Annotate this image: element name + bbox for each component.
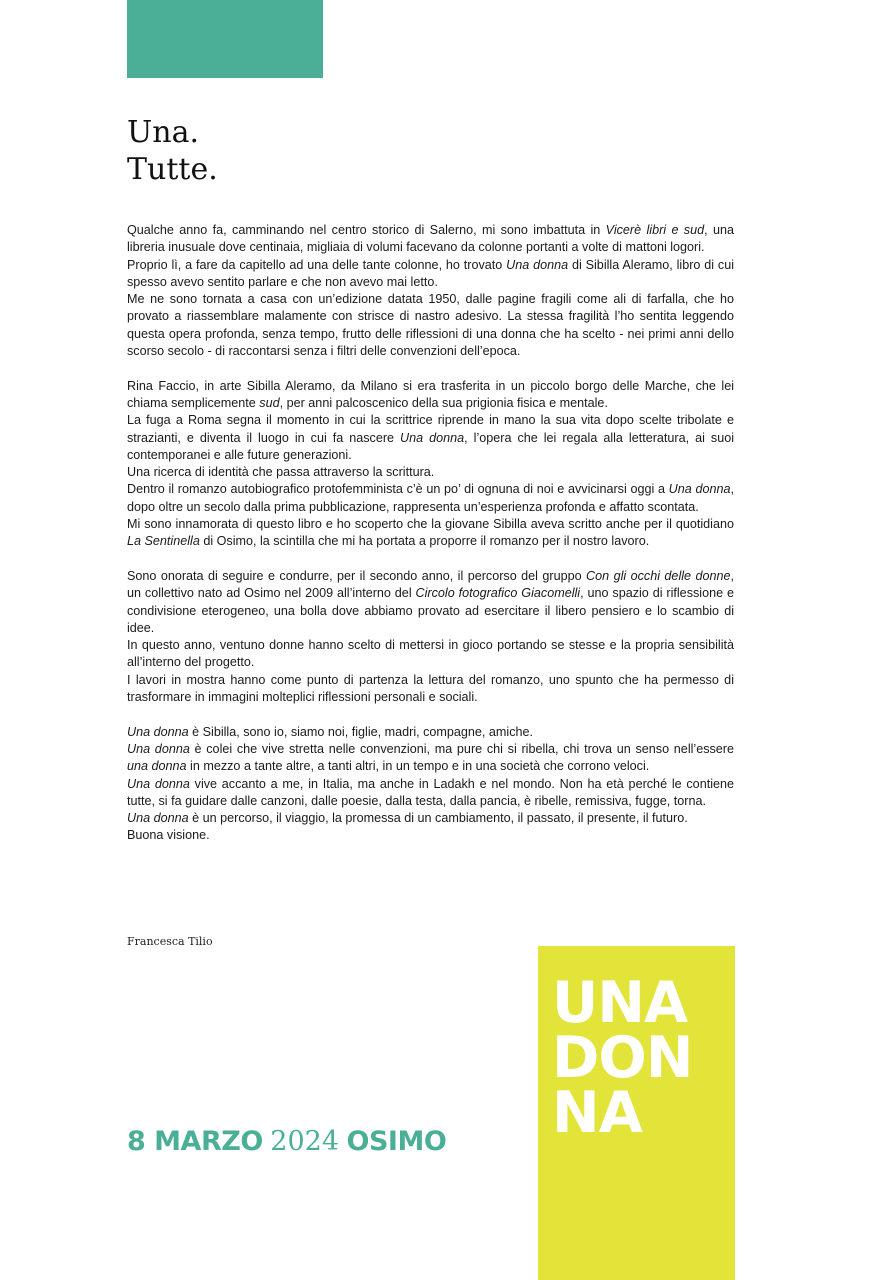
body-paragraph bbox=[127, 568, 734, 706]
italic-title: Circolo fotografico Giacomelli bbox=[415, 586, 581, 601]
top-color-block bbox=[127, 0, 323, 78]
italic-title: La Sentinella bbox=[127, 534, 200, 549]
body-line: Me ne sono tornata a casa con un’edizione datata 1950, dalle pagine fragili come ali di farfalla, che ho provato a riassemblare malamente con strisce di nastro adesivo. La stessa fragilità l’ho sentita leggendo questa opera profonda, senza tempo, frutto delle riflessioni di una donna che ha scelto - nei primi anni dello scorso secolo - di raccontarsi senza i filtri delle convenzioni dell’epoca. bbox=[127, 292, 734, 359]
body-line: Rina Faccio, in arte Sibilla Aleramo, da Milano si era trasferita in un piccolo borgo delle Marche, che lei chiama semplicemente sud, per anni palcoscenico della sua prigionia fisica e mentale. bbox=[127, 378, 734, 410]
italic-title: Con gli occhi delle donne bbox=[586, 568, 731, 583]
body-line: I lavori in mostra hanno come punto di partenza la lettura del romanzo, uno spunto che ha permesso di trasformare in immagini molteplici riflessioni personali e sociali. bbox=[127, 672, 734, 705]
poster-line-3: NA bbox=[552, 1080, 642, 1146]
poster-line-1: UNA bbox=[552, 970, 688, 1036]
poster-title bbox=[552, 970, 727, 1146]
page-title bbox=[127, 114, 218, 188]
body-line: La fuga a Roma segna il momento in cui la scrittrice riprende in mano la sua vita dopo scelte tribolate e strazianti, e diventa il luogo in cui fa nascere Una donna, l’opera che lei regala alla letteratura, ai suoi contemporanei e alle future generazioni. bbox=[127, 413, 734, 462]
italic-title: sud bbox=[259, 395, 280, 410]
body-line: Buona visione. bbox=[127, 828, 210, 843]
italic-title: Una donna bbox=[127, 741, 190, 756]
body-line: Proprio lì, a fare da capitello ad una delle tante colonne, ho trovato Una donna di Sibilla Aleramo, libro di cui spesso avevo sentito parlare e che non avevo mai letto. bbox=[127, 257, 735, 289]
title-line-1: Una. bbox=[127, 115, 200, 150]
body-line: Dentro il romanzo autobiografico protofemminista c’è un po’ di ognuna di noi e avvicinarsi oggi a Una donna, dopo oltre un secolo dalla prima pubblicazione, rappresenta un’esperienza profonda e affatto scontata. bbox=[127, 482, 734, 514]
event-line bbox=[127, 1123, 446, 1160]
italic-title: Una donna bbox=[127, 811, 189, 826]
body-paragraph bbox=[127, 378, 734, 551]
italic-title: Una donna bbox=[668, 482, 731, 497]
body-line: Una donna è un percorso, il viaggio, la promessa di un cambiamento, il passato, il presente, il futuro. bbox=[127, 811, 688, 826]
event-date: 8 MARZO bbox=[127, 1126, 263, 1157]
body-line: Una donna è colei che vive stretta nelle convenzioni, ma pure chi si ribella, chi trova un senso nell’essere una donna in mezzo a tante altre, a tanti altri, in un tempo e in una società che corrono veloci. bbox=[127, 741, 735, 774]
body-line: In questo anno, ventuno donne hanno scelto di mettersi in gioco portando se stesse e la propria sensibilità all’interno del progetto. bbox=[127, 638, 734, 670]
body-line: Una donna vive accanto a me, in Italia, ma anche in Ladakh e nel mondo. Non ha età perché le contiene tutte, si fa guidare dalle canzoni, dalle poesie, dalla testa, dalla pancia, è ribelle, remissiva, fugge, torna. bbox=[127, 776, 735, 808]
italic-title: una donna bbox=[127, 759, 187, 774]
body-text bbox=[127, 222, 734, 862]
italic-title: Vicerè libri e sud bbox=[605, 223, 705, 237]
poster-line-2: DON bbox=[552, 1025, 693, 1091]
body-paragraph bbox=[127, 724, 734, 845]
body-line: Qualche anno fa, camminando nel centro storico di Salerno, mi sono imbattuta in Vicerè libri e sud, una libreria inusuale dove centinaia, migliaia di volumi facevano da colonne portanti a volte di mattoni logori. bbox=[127, 223, 735, 255]
body-line: Sono onorata di seguire e condurre, per il secondo anno, il percorso del gruppo Con gli occhi delle donne, un collettivo nato ad Osimo nel 2009 all’interno del Circolo fotografico Giacomelli, uno spazio di riflessione e condivisione eterogeneo, una bolla dove abbiamo provato ad esercitare il libero pensiero e lo scambio di idee. bbox=[127, 568, 734, 635]
body-line: Una donna è Sibilla, sono io, siamo noi, figlie, madri, compagne, amiche. bbox=[127, 724, 534, 739]
event-place: OSIMO bbox=[346, 1126, 447, 1157]
event-year: 2024 bbox=[270, 1126, 340, 1157]
una-donna-poster bbox=[538, 946, 735, 1280]
italic-title: Una donna bbox=[127, 776, 190, 791]
italic-title: Una donna bbox=[506, 257, 569, 272]
body-paragraph bbox=[127, 222, 734, 360]
body-line: Una ricerca di identità che passa attraverso la scrittura. bbox=[127, 465, 435, 480]
body-line: Mi sono innamorata di questo libro e ho scoperto che la giovane Sibilla aveva scritto anche per il quotidiano La Sentinella di Osimo, la scintilla che mi ha portata a proporre il romanzo per il nostro lavoro. bbox=[127, 517, 734, 549]
italic-title: Una donna bbox=[400, 430, 465, 445]
title-line-2: Tutte. bbox=[127, 152, 218, 187]
author-signature: Francesca Tilio bbox=[127, 935, 213, 948]
italic-title: Una donna bbox=[127, 724, 189, 739]
